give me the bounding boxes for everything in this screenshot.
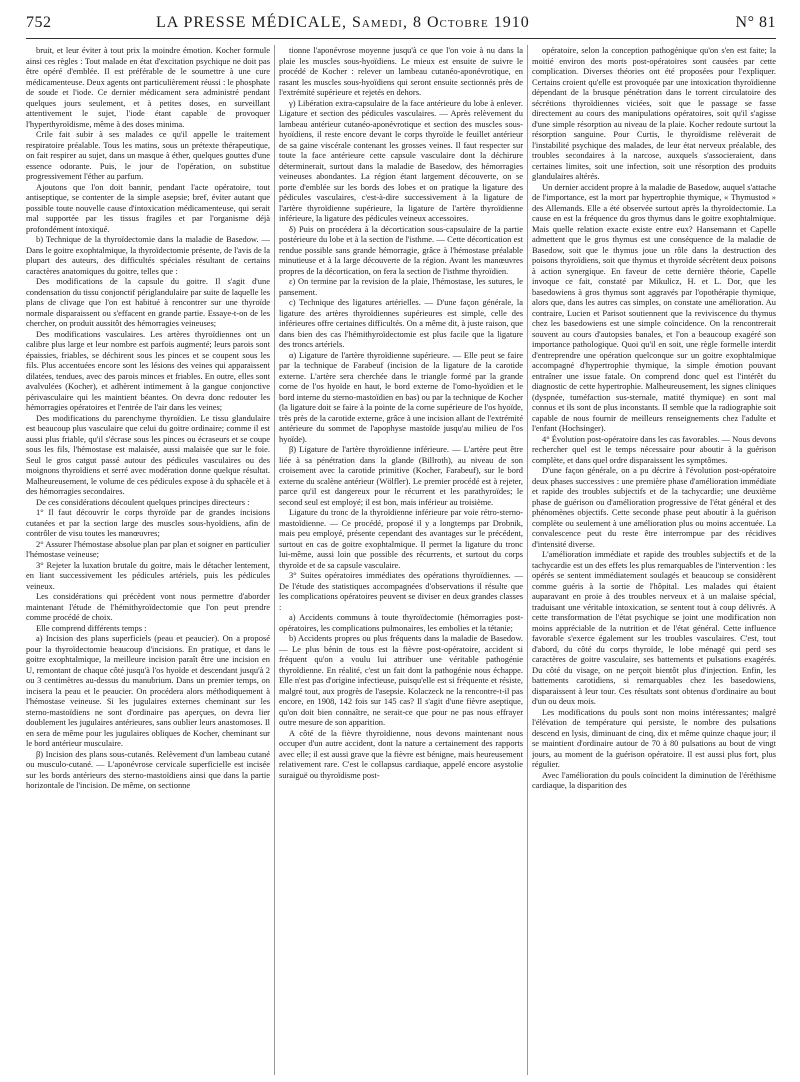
paragraph: β) Incision des plans sous-cutanés. Relèvement d'un lambeau cutané ou musculo-cutané. — L'aponévrose cervicale superficielle est incisée sur les bords antérieurs des sterno-mastoïdiens ainsi que dans la partie horizontale de l'incision. De même, on sectionne bbox=[26, 748, 270, 790]
text-column-2 bbox=[279, 45, 523, 1075]
paragraph: 4° Évolution post-opératoire dans les cas favorables. — Nous devons rechercher quel est le temps nécessaire pour aboutir à la guérison complète, et dans quel ordre disparaissent les symptômes. bbox=[532, 433, 776, 465]
paragraph: Ligature du tronc de la thyroïdienne inférieure par voie rétro-sterno-mastoïdienne. — Ce procédé, proposé il y a longtemps par Drobnik, mais peu employé, présente cependant des avantages sur le précédent, surtout en cas de goitre exophtalmique. Il permet la ligature du tronc lui-même, aussi loin que possible des récurrents, et surtout du corps thyroïde et de sa capsule vasculaire. bbox=[279, 507, 523, 570]
paragraph: c) Technique des ligatures artérielles. — D'une façon générale, la ligature des artères thyroïdiennes supérieures est simple, celle des inférieures offre certaines difficultés. On a même dit, à juste raison, que dans bien des cas l'hémithyroïdectomie est plus facile que la ligature des troncs artériels. bbox=[279, 297, 523, 349]
paragraph: tionne l'aponévrose moyenne jusqu'à ce que l'on voie à nu dans la plaie les muscles sous-hyoïdiens. Le mieux est ensuite de suivre le procédé de Kocher : relever un lambeau cutanéo-aponévrotique, en rasant les muscles sous-hyoïdiens qui seront ensuite sectionnés près de l'extrémité supérieure et rejetés en dehors. bbox=[279, 45, 523, 97]
paragraph: Les modifications du pouls sont non moins intéressantes; malgré l'élévation de température qui persiste, le nombre des pulsations descend en lysis, diminuant de cinq, dix et même quinze chaque jour; il se maintient d'ordinaire autour de 70 à 80 pulsations au bout de vingt jours, au moment de la guérison opératoire. Il est aussi plus fort, plus régulier. bbox=[532, 706, 776, 769]
paragraph: 1° Il faut découvrir le corps thyroïde par de grandes incisions cutanées et par la section large des muscles sous-hyoïdiens, afin de contrôler de visu toutes les manœuvres; bbox=[26, 507, 270, 538]
paragraph: Crile fait subir à ses malades ce qu'il appelle le traitement respiratoire préalable. Tous les matins, sous un prétexte thérapeutique, on fait respirer au sujet, dans un masque à éther, quelques gouttes d'une essence odorante. Puis, le jour de l'opération, on substitue progressivement l'éther au parfum. bbox=[26, 129, 270, 181]
paragraph: b) Accidents propres ou plus fréquents dans la maladie de Basedow. — Le plus bénin de tous est la fièvre post-opératoire, accident si fréquent qu'on a voulu lui attribuer une véritable pathogénie thyroïdienne. En réalité, c'est un fait dont la pathogénie nous échappe. Elle n'est pas d'origine infectieuse, puisqu'elle est si fréquente et résiste, malgré tout, aux progrès de l'asepsie. Kolaczeck ne la rencontre-t-il pas encore, en 1908, 142 fois sur 145 cas? Il s'agit d'une fièvre aseptique, qu'on doit bien connaître, ne serait-ce que pour ne pas nous effrayer outre mesure de son apparition. bbox=[279, 633, 523, 727]
text-column-1 bbox=[26, 45, 270, 1075]
column-divider-1 bbox=[274, 45, 275, 1075]
paragraph: bruit, et leur éviter à tout prix la moindre émotion. Kocher formule ainsi ces règles : Tout malade en état d'excitation psychique ne doit pas être opéré d'emblée. Il est préférable de le soumettre à une cure médicamenteuse. Deux agents ont particulièrement réussi : le phosphate de soude et l'iode. Ce dernier médicament sera administré pendant quelques jours seulement, et à petites doses, en surveillant attentivement le sujet, l'iode étant capable de provoquer l'hyperthyroïdisme, même à des doses minima. bbox=[26, 45, 270, 129]
column-divider-2 bbox=[527, 45, 528, 1075]
running-head: LA PRESSE MÉDICALE, Samedi, 8 Octobre 1910 bbox=[156, 14, 530, 31]
paragraph: Des modifications vasculaires. Les artères thyroïdiennes ont un calibre plus large et leur nombre est parfois augmenté; leurs parois sont épaissies, friables, se déchirent sous les pinces et se coupent sous les fils. Plus accentuées encore sont les lésions des veines qui apparaissent dilatées, tendues, avec des parois minces et friables. En outre, elles sont avalvulées (Kocher), et adhèrent intimement à la gangue conjonctive périvasculaire qui les maintient béantes. On devra donc redouter les hémorragies opératoires et l'entrée de l'air dans les veines; bbox=[26, 328, 270, 412]
paragraph: opératoire, selon la conception pathogénique qu'on s'en est faite; la moitié environ des morts post-opératoires sont causées par cette complication. Diverses théories ont été proposées pour l'expliquer. Certains croient qu'elle est provoquée par une intoxication thyroïdienne dépendant de la brusque pénétration dans le torrent circulatoire des sécrétions thyroïdiennes viciées, soit que le passage se fasse directement au cours des manipulations opératoires, soit qu'il s'agisse d'une simple résorption au niveau de la plaie. Kocher redoute surtout la résorption sanguine. Pour Curtis, le thyroïdisme relèverait de l'instabilité psychique des malades, de leur état nerveux préalable, des troubles secondaires à la narcose, auxquels s'associeraient, dans certaines limites, soit une infection, soit une résorption des produits glandulaires altérés. bbox=[532, 45, 776, 181]
page-number: 752 bbox=[26, 14, 52, 31]
paragraph: β) Ligature de l'artère thyroïdienne inférieure. — L'artère peut être liée à sa pénétration dans la glande (Billroth), au niveau de son croisement avec la carotide primitive (Kocher, Farabeuf), sur le bord externe du scalène antérieur (Wölfler). Le premier procédé est à rejeter, parce qu'il est dangereux pour le récurrent et les parathyroïdes; le second seul est employé; il est bon, mais inférieur au troisième. bbox=[279, 444, 523, 507]
paragraph: Les considérations qui précèdent vont nous permettre d'aborder maintenant l'étude de l'hémithyroïdectomie que l'on peut prendre comme procédé de choix. bbox=[26, 591, 270, 622]
paragraph: Elle comprend différents temps : bbox=[36, 622, 147, 633]
paragraph: D'une façon générale, on a pu décrire à l'évolution post-opératoire deux phases successives : une première phase d'amélioration immédiate et rapide des troubles subjectifs et de la tachycardie; une deuxième phase de guérison ou d'amélioration progressive de l'état général et des phénomènes objectifs. Cette seconde phase peut aboutir à la guérison complète ou seulement à une amélioration plus ou moins accentuée. La convalescence peut du reste être interrompue par des récidives d'intensité diverse. bbox=[532, 465, 776, 549]
paragraph: δ) Puis on procédera à la décortication sous-capsulaire de la partie postérieure du lobe et à la section de l'isthme. — Cette décortication est rendue possible sans grande hémorragie, grâce à l'hémostase préalable minutieuse et à la large découverte de la région. Avant les manœuvres propres de la décortication, on fera la section de l'isthme thyroïdien. bbox=[279, 223, 523, 276]
paragraph: 2° Assurer l'hémostase absolue plan par plan et soigner en particulier l'hémostase veineuse; bbox=[26, 538, 270, 559]
paragraph: ε) On termine par la revision de la plaie, l'hémostase, les sutures, le pansement. bbox=[279, 276, 523, 297]
paragraph: De ces considérations découlent quelques principes directeurs : bbox=[36, 496, 250, 507]
paragraph: a) Incision des plans superficiels (peau et peaucier). On a proposé pour la thyroïdectomie beaucoup d'incisions. En pratique, et dans le goitre exophtalmique, la meilleure incision paraît être une incision en U, remontant de chaque côté jusqu'à l'os hyoïde et descendant jusqu'à 2 ou 3 centimètres au-dessus du manubrium. Dans un premier temps, on incisera la peau et le peaucier. On procédera alors méthodiquement à l'hémostase veineuse. Si les jugulaires externes cheminant sur les sterno-mastoïdiens ne sont d'ordinaire pas aperçues, on devra lier doublement les jugulaires antérieures, sans oublier leurs anastomoses. Il en sera de même pour les jugulaires obliques de Kocher, cheminant sur le bord antérieur musculaire. bbox=[26, 633, 270, 748]
paragraph: Des modifications du parenchyme thyroïdien. Le tissu glandulaire est beaucoup plus vasculaire que celui du goitre ordinaire; comme il est aussi plus friable, qu'il s'écrase sous les pinces ou écraseurs et se coupe sous les fils, l'hémostase est malaisée, aussi malaisée que sur le foie. Seul le gros catgut passé autour des pédicules vasculaires ou des moignons thyroïdiens et serré avec modération donne quelque résultat. Malheureusement, le volume de ces pédicules expose à du sphacèle et à des hémorragies secondaires. bbox=[26, 412, 270, 496]
paragraph: γ) Libération extra-capsulaire de la face antérieure du lobe à enlever. Ligature et section des pédicules vasculaires. — Après relèvement du lambeau antérieur cutanéo-aponévrotique et section des muscles sous-hyoïdiens, il reste encore devant le corps thyroïde le feuillet antérieur de sa gaine viscérale contenant les grosses veines. Il faut respecter sur toute la face antérieure cette capsule vasculaire dont la déchirure déterminerait, surtout dans la maladie de Basedow, des hémorragies veineuses abondantes. La région étant largement découverte, on se porte d'emblée sur les bords des lobes et on pratique la ligature des pédicules vasculaires, c'est-à-dire successivement à la ligature de l'artère thyroïdienne supérieure, la ligature de l'artère thyroïdienne inférieure, la ligature des pédicules veineux accessoires. bbox=[279, 97, 523, 223]
paragraph: b) Technique de la thyroïdectomie dans la maladie de Basedow. — Dans le goitre exophtalmique, la thyroïdectomie présente, de l'avis de la plupart des auteurs, des difficultés spéciales résultant de certains caractères anatomiques du goitre, telles que : bbox=[26, 234, 270, 276]
paragraph: A côté de la fièvre thyroïdienne, nous devons maintenant nous occuper d'un autre accident, dont la nature a certainement des rapports avec elle; il est aussi grave que la fièvre est bénigne, mais heureusement relativement rare. C'est le collapsus cardiaque, appelé encore asystolie suraiguë ou thyroïdisme post- bbox=[279, 727, 523, 780]
paragraph: L'amélioration immédiate et rapide des troubles subjectifs et de la tachycardie est un des effets les plus remarquables de l'intervention : les opérés se sentent immédiatement soulagés et beaucoup se considèrent comme guéris à la sortie de l'hôpital. Les malades qui étaient auparavant en proie à des troubles nerveux et à un malaise spécial, traduisant une véritable intoxication, se sentent tout à coup délivrés. A cette transformation de l'état psychique se joint une modification non moins appréciable de la nutrition et de l'état général. Cette influence favorable s'exerce également sur les troubles vasculaires. C'est, tout d'abord, du côté du corps thyroïde, le lobe ménagé qui perd ses caractères de goitre vasculaire, ses battements et pulsations exagérés. Du côté du visage, on ne perçoit bientôt plus d'injection. Enfin, les battements carotidiens, si remarquables chez les basedowiens, disparaissent à leur tour. Ces résultats sont obtenus d'ordinaire au bout d'un ou deux mois. bbox=[532, 549, 776, 706]
paragraph: Des modifications de la capsule du goitre. Il s'agit d'une condensation du tissu conjonctif périglandulaire par suite de laquelle les plans de clivage que l'on est habitué à rencontrer sur une thyroïde normale disparaissent ou s'effacent en grande partie. Essaye-t-on de les chercher, on produit aussitôt des hémorragies veineuses; bbox=[26, 276, 270, 328]
paragraph: α) Ligature de l'artère thyroïdienne supérieure. — Elle peut se faire par la technique de Farabeuf (incision de la ligature de la carotide externe. L'artère sera cherchée dans le triangle formé par la grande corne de l'os hyoïde en haut, le bord externe de l'omo-hyoïdien et le bord interne du sterno-mastoïdien en bas) ou par la technique de Kocher (la ligature doit se faire à la pointe de la corne supérieure de l'os hyoïde, très près de la carotide externe, grâce à une incision allant de l'extrémité antérieure du sommet de l'apophyse mastoïde jusqu'au milieu de l'os hyoïde). bbox=[279, 349, 523, 444]
paragraph: a) Accidents communs à toute thyroïdectomie (hémorragies post-opératoires, les complications pulmonaires, les embolies et la tétanie; bbox=[279, 612, 523, 633]
paragraph: Un dernier accident propre à la maladie de Basedow, auquel s'attache de l'importance, est la mort par hypertrophie thymique, « Thymustod » des Allemands. Elle a été observée surtout après la thyroïdectomie. La cause en est la fréquence du gros thymus dans le goitre exophtalmique. Mais quelle relation exacte existe entre eux? Hansemann et Capelle admettent que le gros thymus est une conséquence de la maladie de Basedow, soit que le thymus joue un rôle dans la destruction des poisons thyroïdiens, soit que thymus et thyroïde sécrètent deux poisons à action synergique. En faveur de cette dernière théorie, Capelle invoque ce fait, constaté par Mikulicz, H. et L. Dor, que les basedowiens à gros thymus sont aggravés par l'opothérapie thymique, alors que, dans les autres cas simples, on constate une amélioration. Au contraire, Lucien et Parisot soutiennent que la reviviscence du thymus chez les basedowiens est une simple coïncidence. On la rencontrerait souvent au cours d'autopsies banales, et l'on a beaucoup exagéré son importance pathologique. Quoi qu'il en soit, une règle formelle interdit d'entreprendre une opération quelconque sur un goitre exophtalmique accompagné d'hypertrophie thymique, la simple émotion pouvant entraîner une issue fatale. On comprend donc quel est l'intérêt du diagnostic de cette hypertrophie. Malheureusement, les signes cliniques (dyspnée, tuméfaction sus-sternale, matité thymique) en sont mal connus et ils sont de plus inconstants. Il semble que la radiographie soit capable de nous fournir de meilleurs renseignements chez l'adulte et l'enfant (Hochsinger). bbox=[532, 181, 776, 433]
paragraph: Avec l'amélioration du pouls coïncident la diminution de l'éréthisme cardiaque, la disparition des bbox=[532, 769, 776, 790]
text-column-3 bbox=[532, 45, 776, 1075]
paragraph: Ajoutons que l'on doit bannir, pendant l'acte opératoire, tout antiseptique, se contenter de la simple asepsie; bref, éviter autant que possible toute nouvelle cause d'intoxication médicamenteuse, qui serait mal supportée par les tissus fragiles et par l'organisme déjà profondément intoxiqué. bbox=[26, 181, 270, 234]
page-header bbox=[26, 14, 776, 36]
paragraph: 3° Suites opératoires immédiates des opérations thyroïdiennes. — De l'étude des statistiques accompagnées d'observations il résulte que les complications opératoires peuvent se diviser en deux grandes classes : bbox=[279, 570, 523, 612]
issue-number: N° 81 bbox=[735, 14, 776, 31]
paragraph: 3° Rejeter la luxation brutale du goitre, mais le détacher lentement, en liant successivement les pédicules artériels, puis les pédicules veineux. bbox=[26, 559, 270, 591]
header-rule bbox=[26, 38, 776, 39]
